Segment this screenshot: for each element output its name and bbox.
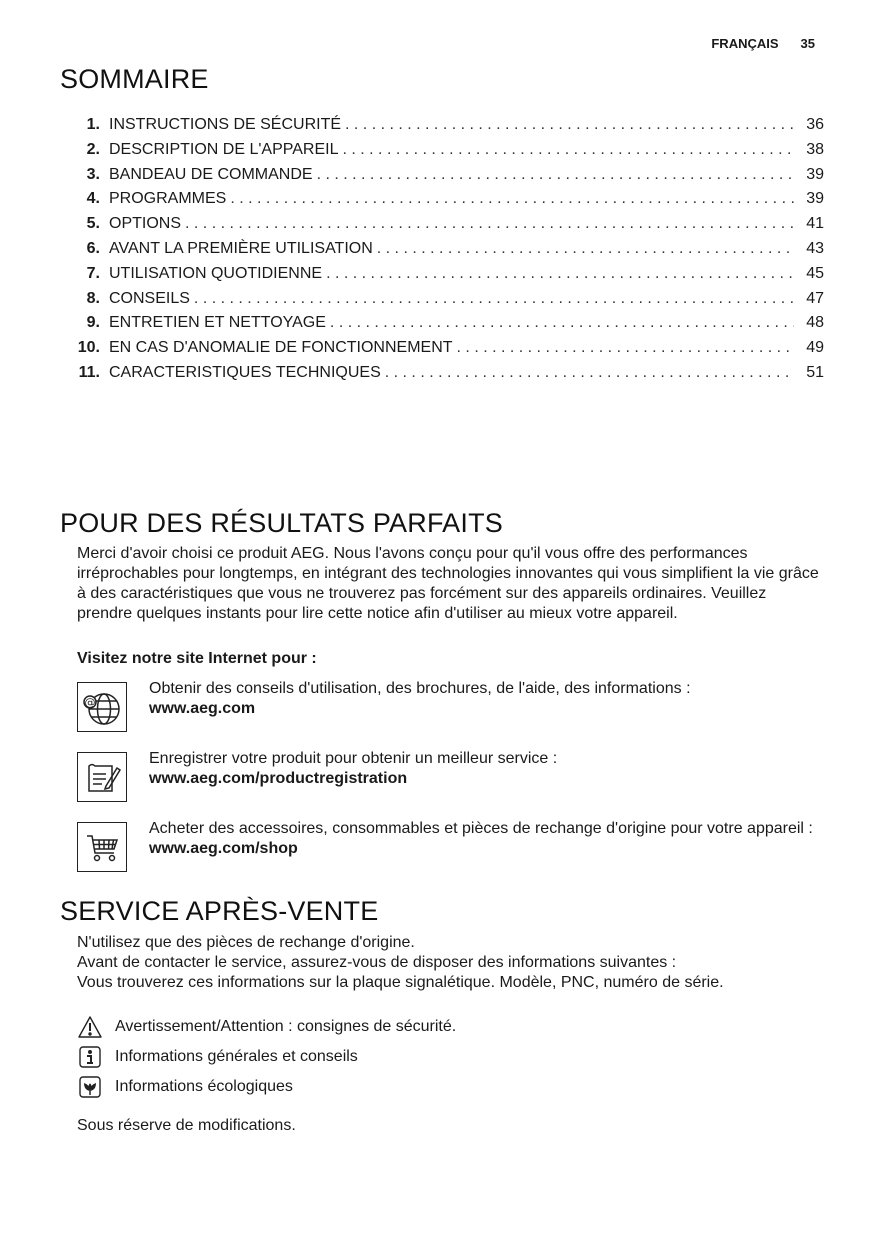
link-description: Acheter des accessoires, consommables et pièces de rechange d'origine pour votre appareil : <box>149 820 813 837</box>
toc-entry[interactable] <box>72 361 824 386</box>
service-line: Avant de contacter le service, assurez-vous de disposer des informations suivantes : <box>77 954 677 971</box>
resultats-heading: POUR DES RÉSULTATS PARFAITS <box>60 508 503 538</box>
toc-number: 4. <box>86 190 100 208</box>
toc-page: 45 <box>806 264 824 282</box>
toc-entry[interactable] <box>72 113 824 138</box>
toc-page: 48 <box>806 314 824 332</box>
toc-entry[interactable] <box>72 212 824 237</box>
toc-leader <box>194 287 794 312</box>
toc-title: UTILISATION QUOTIDIENNE <box>109 264 323 282</box>
toc-number: 6. <box>86 239 100 257</box>
toc-entry[interactable] <box>72 311 824 336</box>
toc-title: DESCRIPTION DE L'APPAREIL <box>109 140 339 158</box>
toc-title: EN CAS D'ANOMALIE DE FONCTIONNEMENT <box>109 339 453 357</box>
link-description: Obtenir des conseils d'utilisation, des brochures, de l'aide, des informations : <box>149 680 691 697</box>
toc-entry[interactable] <box>72 163 824 188</box>
toc-number: 11. <box>78 363 100 381</box>
toc-leader <box>326 262 794 287</box>
toc-page: 41 <box>806 215 824 233</box>
toc-page: 36 <box>806 116 824 133</box>
toc-number: 7. <box>86 264 100 282</box>
toc-page: 49 <box>806 339 824 357</box>
symbol-legend <box>77 1012 777 1102</box>
toc-number: 5. <box>86 215 100 233</box>
svg-text:@: @ <box>84 696 96 709</box>
toc-leader <box>457 336 794 361</box>
link-description: Enregistrer votre produit pour obtenir un meilleur service : <box>149 750 558 767</box>
toc-number: 1. <box>86 116 100 133</box>
toc-entry[interactable] <box>72 336 824 361</box>
language-label: FRANÇAIS <box>711 36 779 51</box>
toc-leader <box>345 113 794 138</box>
link-row-registration <box>77 752 822 802</box>
toc-title: INSTRUCTIONS DE SÉCURITÉ <box>109 116 342 133</box>
toc-page: 39 <box>806 190 824 208</box>
toc-number: 8. <box>86 289 100 307</box>
link-row-shop <box>77 822 822 872</box>
intro-paragraph: Merci d'avoir choisi ce produit AEG. Nous l'avons conçu pour qu'il vous offre des performances irréprochables pour longtemps, en intégrant des technologies innovantes qui vous simplifient la vie grâce à des caractéristiques que vous ne trouverez pas forcément sur des appareils ordinaires. Veuillez prendre quelques instants pour lire cette notice afin d'utiliser au mieux votre appareil. <box>77 545 819 622</box>
service-text <box>77 933 822 993</box>
toc-leader <box>230 187 794 212</box>
aeg-website-link[interactable]: www.aeg.com <box>149 699 256 717</box>
toc-page: 51 <box>806 363 824 381</box>
toc-leader <box>185 212 794 237</box>
legend-text: Informations générales et conseils <box>115 1048 358 1065</box>
shop-link[interactable]: www.aeg.com/shop <box>149 839 298 857</box>
toc-leader <box>377 237 794 262</box>
service-heading: SERVICE APRÈS-VENTE <box>60 896 379 926</box>
toc-entry[interactable] <box>72 187 824 212</box>
toc-leader <box>317 163 794 188</box>
service-line: N'utilisez que des pièces de rechange d'origine. <box>77 934 415 951</box>
sommaire-heading: SOMMAIRE <box>60 64 209 94</box>
registration-link[interactable]: www.aeg.com/productregistration <box>149 769 408 787</box>
toc-page: 39 <box>806 165 824 183</box>
page-number: 35 <box>800 36 815 51</box>
toc-title: PROGRAMMES <box>109 190 227 208</box>
shopping-cart-icon <box>77 822 127 872</box>
toc-title: OPTIONS <box>109 215 182 233</box>
toc-entry[interactable] <box>72 262 824 287</box>
toc-leader <box>385 361 794 386</box>
toc-number: 9. <box>86 314 100 332</box>
globe-at-icon <box>77 682 127 732</box>
eco-icon <box>77 1074 103 1100</box>
modification-note: Sous réserve de modifications. <box>77 1117 296 1134</box>
toc-number: 2. <box>86 140 100 158</box>
toc-number: 3. <box>86 165 100 183</box>
warning-icon <box>77 1014 103 1040</box>
toc-page: 47 <box>806 289 824 307</box>
service-line: Vous trouverez ces informations sur la plaque signalétique. Modèle, PNC, numéro de série. <box>77 974 724 991</box>
toc-page: 38 <box>806 140 824 158</box>
legend-item <box>77 1072 777 1102</box>
toc-title: BANDEAU DE COMMANDE <box>109 165 313 183</box>
toc-leader <box>342 138 794 163</box>
toc-entry[interactable] <box>72 138 824 163</box>
legend-text: Informations écologiques <box>115 1078 293 1095</box>
toc-entry[interactable] <box>72 237 824 262</box>
toc-number: 10. <box>77 339 100 357</box>
visit-label: Visitez notre site Internet pour : <box>77 650 317 667</box>
toc-leader <box>330 311 794 336</box>
toc-title: AVANT LA PREMIÈRE UTILISATION <box>109 239 373 257</box>
legend-text: Avertissement/Attention : consignes de sécurité. <box>115 1018 457 1035</box>
toc-title: CONSEILS <box>109 289 190 307</box>
toc-title: ENTRETIEN ET NETTOYAGE <box>109 314 326 332</box>
toc-page: 43 <box>806 239 824 257</box>
table-of-contents <box>72 113 824 386</box>
page-header <box>711 36 815 51</box>
link-row-info <box>77 682 822 732</box>
toc-title: CARACTERISTIQUES TECHNIQUES <box>109 363 381 381</box>
legend-item <box>77 1012 777 1042</box>
toc-entry[interactable] <box>72 287 824 312</box>
registration-form-icon <box>77 752 127 802</box>
info-icon <box>77 1044 103 1070</box>
legend-item <box>77 1042 777 1072</box>
